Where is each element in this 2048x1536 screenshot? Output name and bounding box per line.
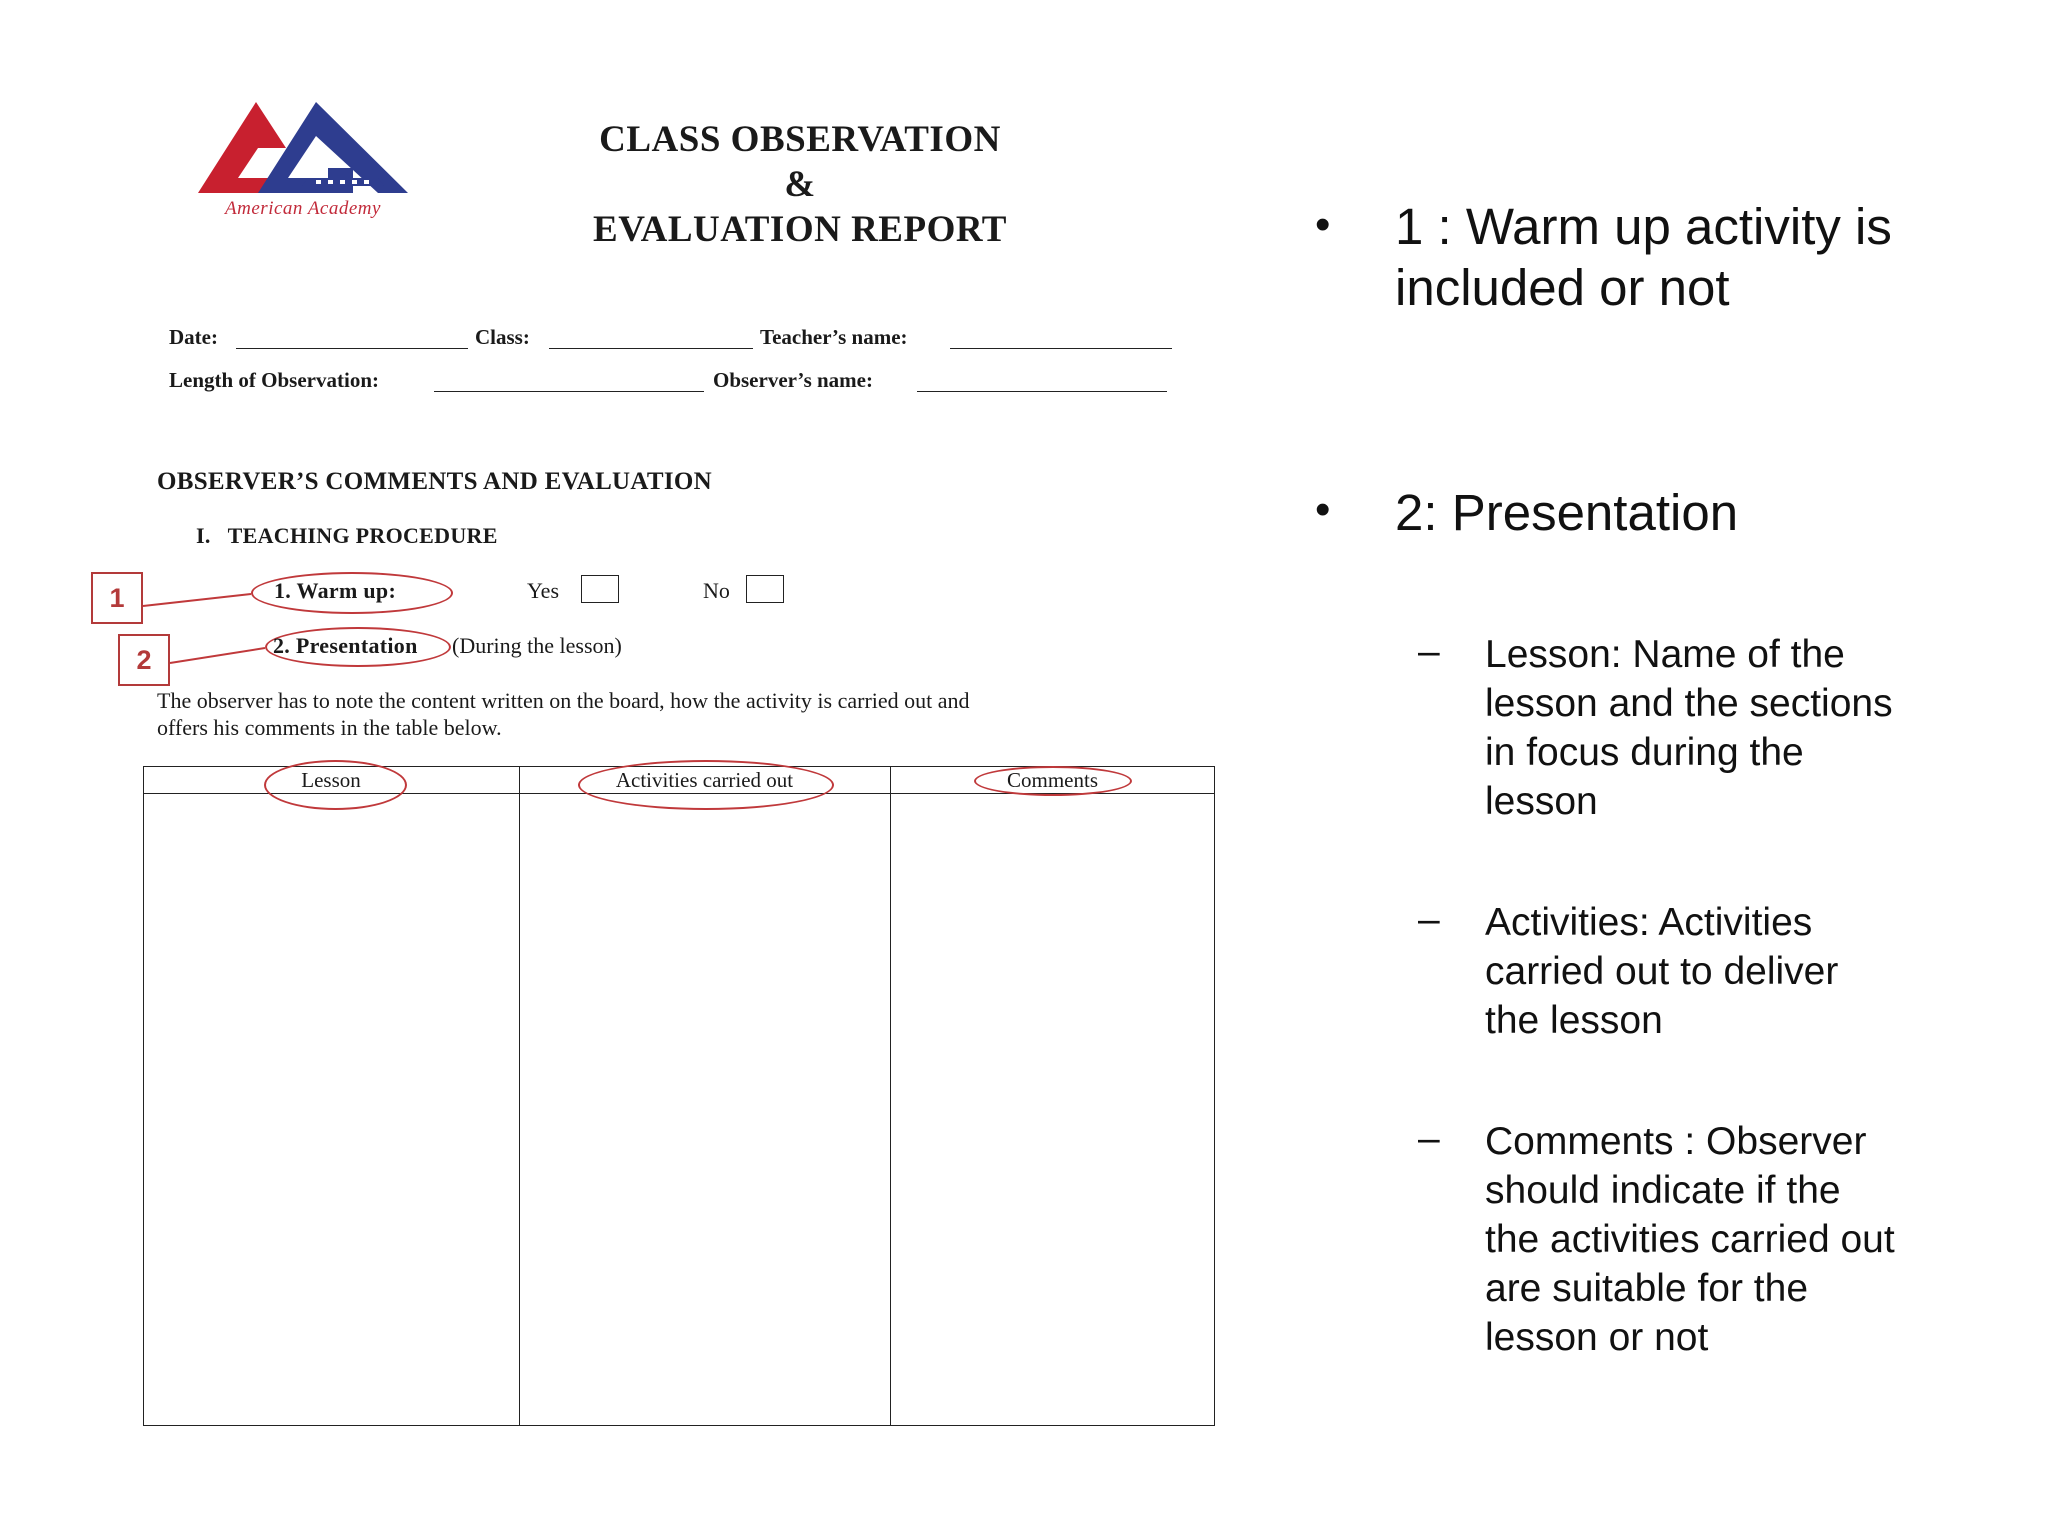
yes-checkbox[interactable] bbox=[581, 575, 619, 603]
callout-1: 1 bbox=[91, 572, 143, 624]
comments-heading: OBSERVER’S COMMENTS AND EVALUATION bbox=[157, 468, 713, 495]
presentation-label: 2. Presentation bbox=[273, 633, 418, 658]
teacher-name-label: Teacher’s name: bbox=[760, 325, 908, 349]
date-label: Date: bbox=[169, 325, 218, 349]
sub-2-line-2: carried out to deliver bbox=[1485, 950, 1839, 993]
sub-1-line-3: in focus during the bbox=[1485, 731, 1804, 774]
table-column-divider-2 bbox=[890, 766, 891, 1426]
warmup-label: 1. Warm up: bbox=[274, 578, 397, 603]
report-title-amp: & bbox=[784, 164, 816, 205]
activities-highlight-ellipse bbox=[578, 760, 834, 810]
lesson-highlight-ellipse bbox=[264, 760, 407, 810]
report-title-line2: EVALUATION REPORT bbox=[593, 209, 1007, 250]
length-label: Length of Observation: bbox=[169, 368, 379, 392]
class-line bbox=[549, 348, 753, 349]
observer-name-line bbox=[917, 391, 1167, 392]
bullet-1-line-2: included or not bbox=[1395, 259, 1730, 316]
sub-1-dash: – bbox=[1418, 630, 1440, 673]
observer-name-label: Observer’s name: bbox=[713, 368, 873, 392]
no-checkbox[interactable] bbox=[746, 575, 784, 603]
bullet-1-dot: • bbox=[1315, 200, 1331, 249]
table-column-divider-1 bbox=[519, 766, 520, 1426]
date-line bbox=[236, 348, 468, 349]
sub-3-dash: – bbox=[1418, 1117, 1440, 1160]
table-header-comments: Comments bbox=[1006, 768, 1098, 792]
instruction-line-1: The observer has to note the content written on the board, how the activity is carried out and bbox=[157, 688, 970, 713]
sub-1-line-2: lesson and the sections bbox=[1485, 682, 1893, 725]
bullet-1-line-1: 1 : Warm up activity is bbox=[1395, 198, 1892, 255]
callout-2: 2 bbox=[118, 634, 170, 686]
table-header-activities: Activities carried out bbox=[615, 768, 794, 792]
sub-2-line-3: the lesson bbox=[1485, 999, 1663, 1042]
teaching-procedure-heading: I. TEACHING PROCEDURE bbox=[196, 523, 498, 548]
sub-3-line-3: the activities carried out bbox=[1485, 1218, 1895, 1261]
comments-highlight-ellipse bbox=[974, 766, 1132, 796]
sub-2-dash: – bbox=[1418, 898, 1440, 941]
bullet-2-dot: • bbox=[1315, 485, 1331, 534]
sub-3-line-5: lesson or not bbox=[1485, 1316, 1709, 1359]
sub-1-line-1: Lesson: Name of the bbox=[1485, 633, 1845, 676]
class-label: Class: bbox=[475, 325, 530, 349]
length-line bbox=[434, 391, 704, 392]
sub-3-line-2: should indicate if the bbox=[1485, 1169, 1841, 1212]
sub-3-line-4: are suitable for the bbox=[1485, 1267, 1809, 1310]
presentation-note: (During the lesson) bbox=[452, 633, 622, 658]
sub-1-line-4: lesson bbox=[1485, 780, 1598, 823]
logo-caption: American Academy bbox=[225, 198, 381, 219]
teacher-name-line bbox=[950, 348, 1172, 349]
bullet-2-text: 2: Presentation bbox=[1395, 484, 1739, 541]
observation-table bbox=[143, 766, 1215, 1426]
instruction-line-2: offers his comments in the table below. bbox=[157, 715, 502, 740]
sub-3-line-1: Comments : Observer bbox=[1485, 1120, 1867, 1163]
no-label: No bbox=[703, 578, 730, 603]
report-title-line1: CLASS OBSERVATION bbox=[599, 119, 1001, 160]
sub-2-line-1: Activities: Activities bbox=[1485, 901, 1813, 944]
table-header-lesson: Lesson bbox=[301, 768, 361, 792]
yes-label: Yes bbox=[527, 578, 560, 603]
